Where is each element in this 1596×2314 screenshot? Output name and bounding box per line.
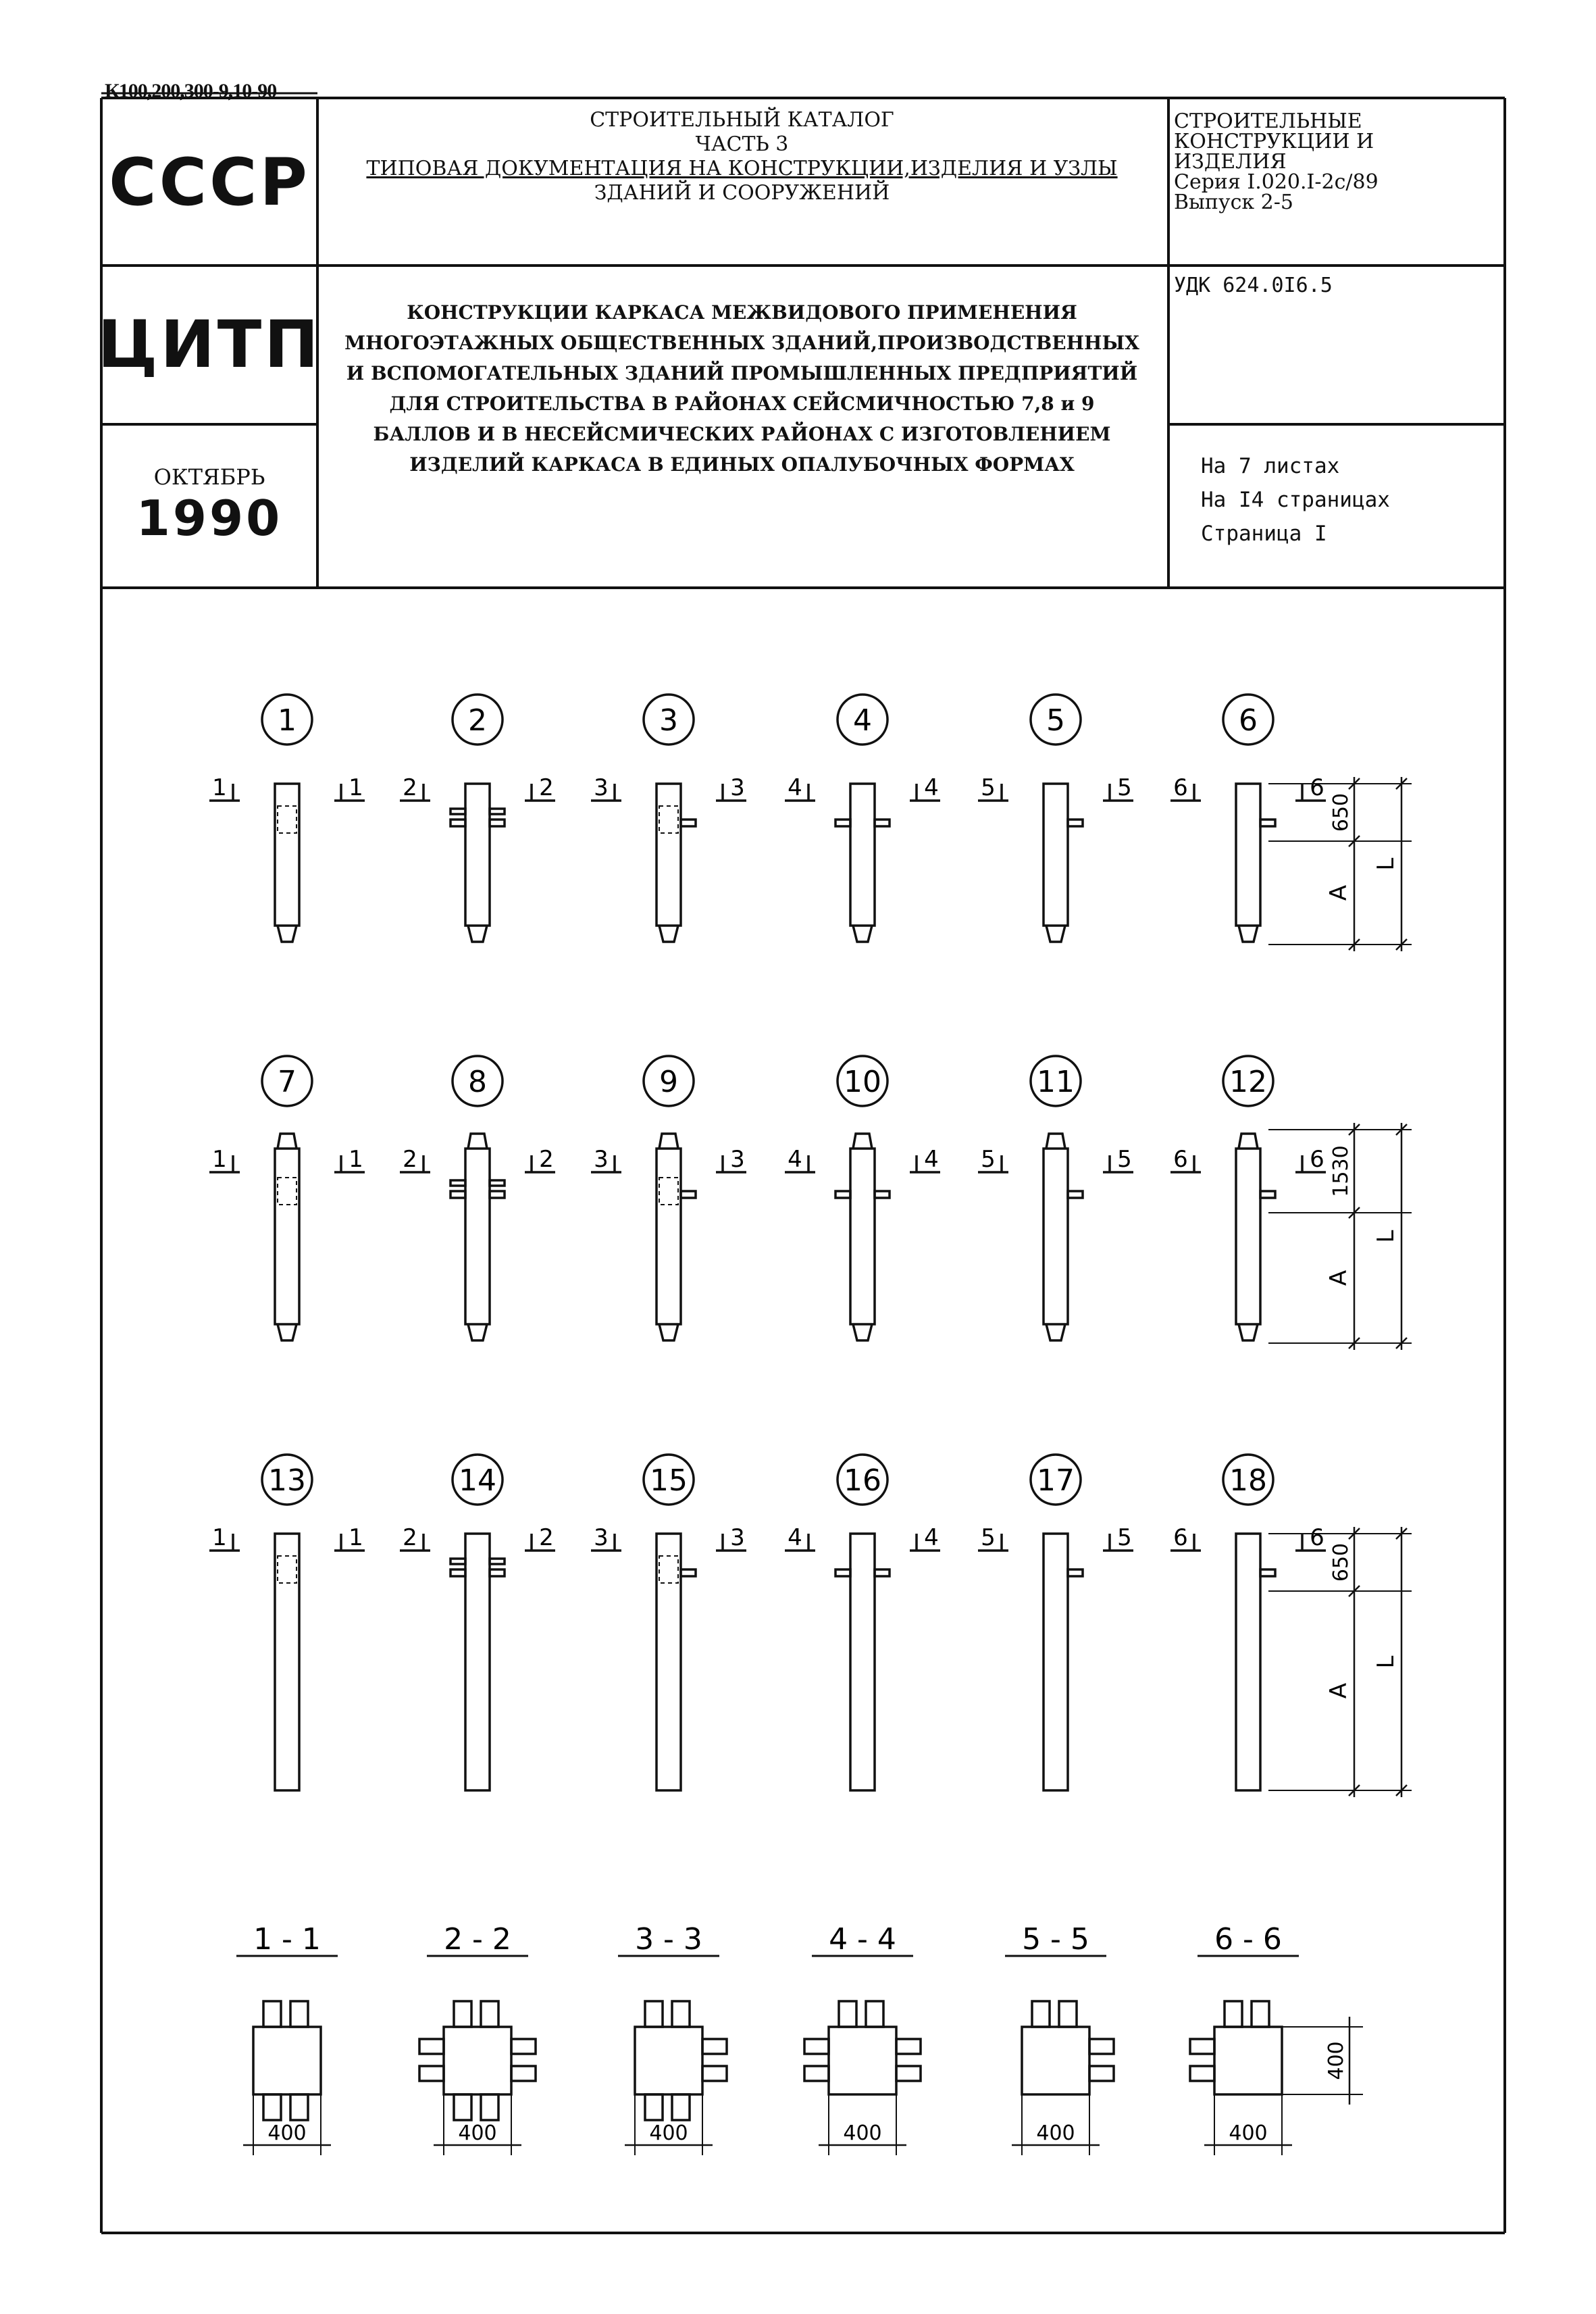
cross-section-1: [236, 1922, 338, 2155]
catalog-line: ЗДАНИЙ И СООРУЖЕНИЙ: [594, 181, 890, 205]
section-mark-right: 3: [730, 1524, 745, 1551]
column-12: [1170, 1056, 1326, 1340]
section-height-dimension: [1282, 2017, 1363, 2105]
column-body: [1236, 1149, 1260, 1324]
catalog-line: ЧАСТЬ 3: [695, 132, 789, 156]
section-mark-left: 3: [594, 1146, 609, 1173]
column-number: 5: [1046, 703, 1065, 738]
section-mark-left: 2: [403, 1524, 417, 1551]
column-8: [400, 1056, 555, 1340]
column-top-cap: [1239, 1134, 1258, 1149]
column-bottom-tip: [853, 1324, 872, 1340]
corbel-left: [451, 820, 465, 826]
column-number: 8: [468, 1065, 487, 1099]
section-mark-left: 1: [212, 1146, 227, 1173]
section-mark-left: 5: [981, 1524, 996, 1551]
dimension-set-row-3: [1268, 1527, 1412, 1797]
column-bottom-tip: [1239, 1324, 1258, 1340]
section-mark-right: 4: [924, 1146, 939, 1173]
column-body: [1044, 1534, 1068, 1790]
section-title: 6 - 6: [1214, 1922, 1282, 1957]
document-code: К100,200,300-9,10-90: [105, 80, 277, 102]
series-line: ИЗДЕЛИЯ: [1174, 150, 1287, 174]
series-line: СТРОИТЕЛЬНЫЕ: [1174, 109, 1362, 133]
section-mark-right: 6: [1310, 774, 1324, 801]
column-bottom-tip: [659, 1324, 678, 1340]
column-body: [465, 1534, 490, 1790]
column-body: [1044, 1149, 1068, 1324]
column-1: [209, 695, 365, 942]
column-4: [785, 695, 940, 942]
section-mark-right: 1: [349, 1524, 363, 1551]
column-number: 6: [1239, 703, 1258, 738]
embedded-detail: [278, 1556, 297, 1583]
corbel-right: [681, 820, 696, 826]
section-body: [1214, 2027, 1282, 2094]
title-line: ДЛЯ СТРОИТЕЛЬСТВА В РАЙОНАХ СЕЙСМИЧНОСТЬЮ 7,8 и 9: [389, 393, 1095, 415]
corbel-left: [1190, 2066, 1214, 2081]
column-body: [850, 784, 875, 926]
corbel-right: [1260, 1569, 1275, 1576]
column-number: 10: [844, 1065, 881, 1099]
column-body: [1044, 784, 1068, 926]
column-bottom-tip: [1046, 1324, 1065, 1340]
column-7: [209, 1056, 365, 1340]
page-count: На I4 страницах: [1201, 488, 1390, 512]
dimension-a-label: A: [1325, 884, 1352, 901]
column-bottom-tip: [1046, 926, 1065, 942]
corbel-right: [490, 1191, 505, 1198]
sheet-count: На 7 листах: [1201, 454, 1340, 478]
title-line: И ВСПОМОГАТЕЛЬНЫХ ЗДАНИЙ ПРОМЫШЛЕННЫХ ПРЕДПРИЯТИЙ: [346, 362, 1138, 384]
section-height-label: 400: [1324, 2041, 1348, 2080]
rebar-outlet-bottom: [454, 2094, 471, 2120]
section-mark-right: 2: [539, 1524, 554, 1551]
section-mark-left: 3: [594, 1524, 609, 1551]
corbel-right-upper: [490, 1559, 505, 1564]
corbel-right: [490, 820, 505, 826]
section-title: 4 - 4: [829, 1922, 896, 1957]
corbel-right: [1089, 2039, 1114, 2054]
section-mark-left: 5: [981, 1146, 996, 1173]
section-mark-left: 6: [1173, 1524, 1188, 1551]
column-top-cap: [659, 1134, 678, 1149]
catalog-line: СТРОИТЕЛЬНЫЙ КАТАЛОГ: [590, 108, 894, 132]
corbel-right: [490, 1569, 505, 1576]
issue-year: 1990: [136, 489, 283, 547]
dimension-top-label: 1530: [1329, 1145, 1353, 1197]
column-bottom-tip: [278, 926, 297, 942]
embedded-detail: [278, 1178, 297, 1205]
column-number: 15: [650, 1463, 688, 1498]
section-mark-left: 6: [1173, 1146, 1188, 1173]
rebar-outlet-top: [481, 2001, 498, 2027]
series-line: Серия I.020.I-2с/89: [1174, 170, 1379, 194]
corbel-right: [511, 2066, 536, 2081]
column-number: 18: [1229, 1463, 1267, 1498]
column-15: [591, 1455, 746, 1790]
column-bottom-tip: [1239, 926, 1258, 942]
column-number: 3: [659, 703, 678, 738]
corbel-left: [451, 1569, 465, 1576]
page-number: Страница I: [1201, 522, 1327, 546]
section-mark-left: 2: [403, 774, 417, 801]
corbel-right-upper: [490, 1180, 505, 1186]
cross-section-6: [1190, 1922, 1299, 2155]
section-mark-left: 5: [981, 774, 996, 801]
cross-section-4: [804, 1922, 921, 2155]
corbel-right: [896, 2039, 921, 2054]
column-body: [275, 784, 299, 926]
org-ussr: СССР: [109, 145, 310, 220]
column-number: 2: [468, 703, 487, 738]
column-bottom-tip: [278, 1324, 297, 1340]
section-title: 5 - 5: [1022, 1922, 1089, 1957]
column-2: [400, 695, 555, 942]
column-top-cap: [278, 1134, 297, 1149]
dimension-top-label: 650: [1329, 793, 1353, 832]
section-title: 2 - 2: [444, 1922, 511, 1957]
rebar-outlet-top: [290, 2001, 308, 2027]
rebar-outlet-top: [645, 2001, 663, 2027]
rebar-outlet-top: [1252, 2001, 1269, 2027]
rebar-outlet-top: [839, 2001, 856, 2027]
cross-section-3: [618, 1922, 727, 2155]
section-mark-right: 1: [349, 1146, 363, 1173]
dimension-l-label: L: [1372, 1655, 1399, 1669]
corbel-left: [451, 1191, 465, 1198]
corbel-left-upper: [451, 809, 465, 814]
corbel-right: [702, 2066, 727, 2081]
column-number: 4: [853, 703, 872, 738]
column-body: [657, 1534, 681, 1790]
section-mark-right: 3: [730, 1146, 745, 1173]
section-mark-right: 1: [349, 774, 363, 801]
embedded-detail: [659, 806, 678, 833]
series-line: КОНСТРУКЦИИ И: [1174, 130, 1374, 153]
column-body: [850, 1534, 875, 1790]
column-17: [978, 1455, 1133, 1790]
section-mark-right: 4: [924, 774, 939, 801]
column-number: 17: [1037, 1463, 1075, 1498]
section-mark-left: 1: [212, 774, 227, 801]
title-line: ИЗДЕЛИЙ КАРКАСА В ЕДИНЫХ ОПАЛУБОЧНЫХ ФОРМАХ: [409, 453, 1075, 476]
section-body: [829, 2027, 896, 2094]
column-bottom-tip: [853, 926, 872, 942]
column-number: 7: [278, 1065, 297, 1099]
issue-month: ОКТЯБРЬ: [153, 463, 265, 490]
catalog-line: ТИПОВАЯ ДОКУМЕНТАЦИЯ НА КОНСТРУКЦИИ,ИЗДЕЛИЯ И УЗЛЫ: [366, 157, 1118, 180]
corbel-right: [511, 2039, 536, 2054]
section-mark-left: 1: [212, 1524, 227, 1551]
section-body: [444, 2027, 511, 2094]
embedded-detail: [659, 1556, 678, 1583]
corbel-left: [419, 2039, 444, 2054]
section-mark-left: 6: [1173, 774, 1188, 801]
title-line: КОНСТРУКЦИИ КАРКАСА МЕЖВИДОВОГО ПРИМЕНЕНИЯ: [407, 301, 1077, 324]
column-11: [978, 1056, 1133, 1340]
series-line: Выпуск 2-5: [1174, 191, 1293, 214]
title-line: БАЛЛОВ И В НЕСЕЙСМИЧЕСКИХ РАЙОНАХ С ИЗГОТОВЛЕНИЕМ: [373, 423, 1111, 445]
dimension-a-label: A: [1325, 1269, 1352, 1286]
corbel-right: [1068, 1191, 1083, 1198]
column-number: 11: [1037, 1065, 1075, 1099]
corbel-right: [875, 820, 890, 826]
column-body: [1236, 784, 1260, 926]
column-3: [591, 695, 746, 942]
section-body: [253, 2027, 321, 2094]
corbel-right: [1068, 820, 1083, 826]
column-top-cap: [1046, 1134, 1065, 1149]
rebar-outlet-top: [263, 2001, 281, 2027]
corbel-right: [1260, 820, 1275, 826]
corbel-left: [835, 1191, 850, 1198]
section-title: 1 - 1: [253, 1922, 321, 1957]
corbel-right: [1068, 1569, 1083, 1576]
column-bottom-tip: [659, 926, 678, 942]
rebar-outlet-top: [1059, 2001, 1077, 2027]
section-mark-right: 5: [1117, 774, 1132, 801]
rebar-outlet-top: [454, 2001, 471, 2027]
corbel-right: [702, 2039, 727, 2054]
column-body: [850, 1149, 875, 1324]
rebar-outlet-bottom: [263, 2094, 281, 2120]
corbel-right-upper: [490, 809, 505, 814]
org-citp: ЦИТП: [97, 307, 321, 382]
section-body: [635, 2027, 702, 2094]
section-mark-left: 4: [788, 1524, 802, 1551]
dimension-a-label: A: [1325, 1682, 1352, 1699]
embedded-detail: [278, 806, 297, 833]
column-number: 1: [278, 703, 297, 738]
column-body: [657, 784, 681, 926]
embedded-detail: [659, 1178, 678, 1205]
column-13: [209, 1455, 365, 1790]
column-bottom-tip: [468, 1324, 487, 1340]
column-number: 16: [844, 1463, 881, 1498]
section-mark-right: 6: [1310, 1524, 1324, 1551]
rebar-outlet-top: [866, 2001, 883, 2027]
corbel-right: [1089, 2066, 1114, 2081]
column-body: [465, 1149, 490, 1324]
title-line: МНОГОЭТАЖНЫХ ОБЩЕСТВЕННЫХ ЗДАНИЙ,ПРОИЗВОДСТВЕННЫХ: [344, 332, 1139, 354]
column-body: [1236, 1534, 1260, 1790]
cross-section-5: [1005, 1922, 1114, 2155]
section-width-label: 400: [649, 2121, 688, 2145]
column-5: [978, 695, 1133, 942]
rebar-outlet-bottom: [290, 2094, 308, 2120]
section-mark-right: 2: [539, 774, 554, 801]
section-mark-right: 6: [1310, 1146, 1324, 1173]
column-number: 12: [1229, 1065, 1267, 1099]
column-number: 13: [268, 1463, 306, 1498]
column-14: [400, 1455, 555, 1790]
section-mark-left: 4: [788, 1146, 802, 1173]
column-body: [275, 1534, 299, 1790]
column-9: [591, 1056, 746, 1340]
column-10: [785, 1056, 940, 1340]
corbel-right: [875, 1569, 890, 1576]
column-body: [465, 784, 490, 926]
corbel-left: [835, 1569, 850, 1576]
corbel-left-upper: [451, 1180, 465, 1186]
column-body: [657, 1149, 681, 1324]
rebar-outlet-bottom: [645, 2094, 663, 2120]
rebar-outlet-bottom: [672, 2094, 690, 2120]
section-mark-right: 2: [539, 1146, 554, 1173]
section-width-label: 400: [1036, 2121, 1075, 2145]
column-18: [1170, 1455, 1326, 1790]
section-mark-left: 2: [403, 1146, 417, 1173]
corbel-right: [875, 1191, 890, 1198]
column-top-cap: [853, 1134, 872, 1149]
corbel-right: [681, 1191, 696, 1198]
corbel-left: [804, 2066, 829, 2081]
rebar-outlet-top: [672, 2001, 690, 2027]
corbel-left: [835, 820, 850, 826]
corbel-right: [681, 1569, 696, 1576]
section-body: [1022, 2027, 1089, 2094]
column-number: 9: [659, 1065, 678, 1099]
rebar-outlet-top: [1032, 2001, 1050, 2027]
section-mark-right: 5: [1117, 1524, 1132, 1551]
section-width-label: 400: [843, 2121, 882, 2145]
corbel-left: [419, 2066, 444, 2081]
cross-section-2: [419, 1922, 536, 2155]
corbel-left-upper: [451, 1559, 465, 1564]
column-number: 14: [459, 1463, 496, 1498]
dimension-l-label: L: [1372, 857, 1399, 871]
corbel-right: [896, 2066, 921, 2081]
udk-code: УДК 624.0I6.5: [1174, 274, 1333, 297]
column-bottom-tip: [468, 926, 487, 942]
section-width-label: 400: [267, 2121, 307, 2145]
section-mark-right: 3: [730, 774, 745, 801]
section-mark-left: 3: [594, 774, 609, 801]
column-top-cap: [468, 1134, 487, 1149]
corbel-right: [1260, 1191, 1275, 1198]
column-16: [785, 1455, 940, 1790]
column-body: [275, 1149, 299, 1324]
section-width-label: 400: [1229, 2121, 1268, 2145]
dimension-set-row-1: [1268, 777, 1412, 951]
column-6: [1170, 695, 1326, 942]
dimension-l-label: L: [1372, 1230, 1399, 1243]
dimension-set-row-2: [1268, 1123, 1412, 1350]
rebar-outlet-top: [1225, 2001, 1242, 2027]
section-mark-right: 4: [924, 1524, 939, 1551]
section-title: 3 - 3: [635, 1922, 702, 1957]
section-mark-right: 5: [1117, 1146, 1132, 1173]
rebar-outlet-bottom: [481, 2094, 498, 2120]
section-width-label: 400: [458, 2121, 497, 2145]
corbel-left: [1190, 2039, 1214, 2054]
section-mark-left: 4: [788, 774, 802, 801]
dimension-top-label: 650: [1329, 1542, 1353, 1582]
corbel-left: [804, 2039, 829, 2054]
